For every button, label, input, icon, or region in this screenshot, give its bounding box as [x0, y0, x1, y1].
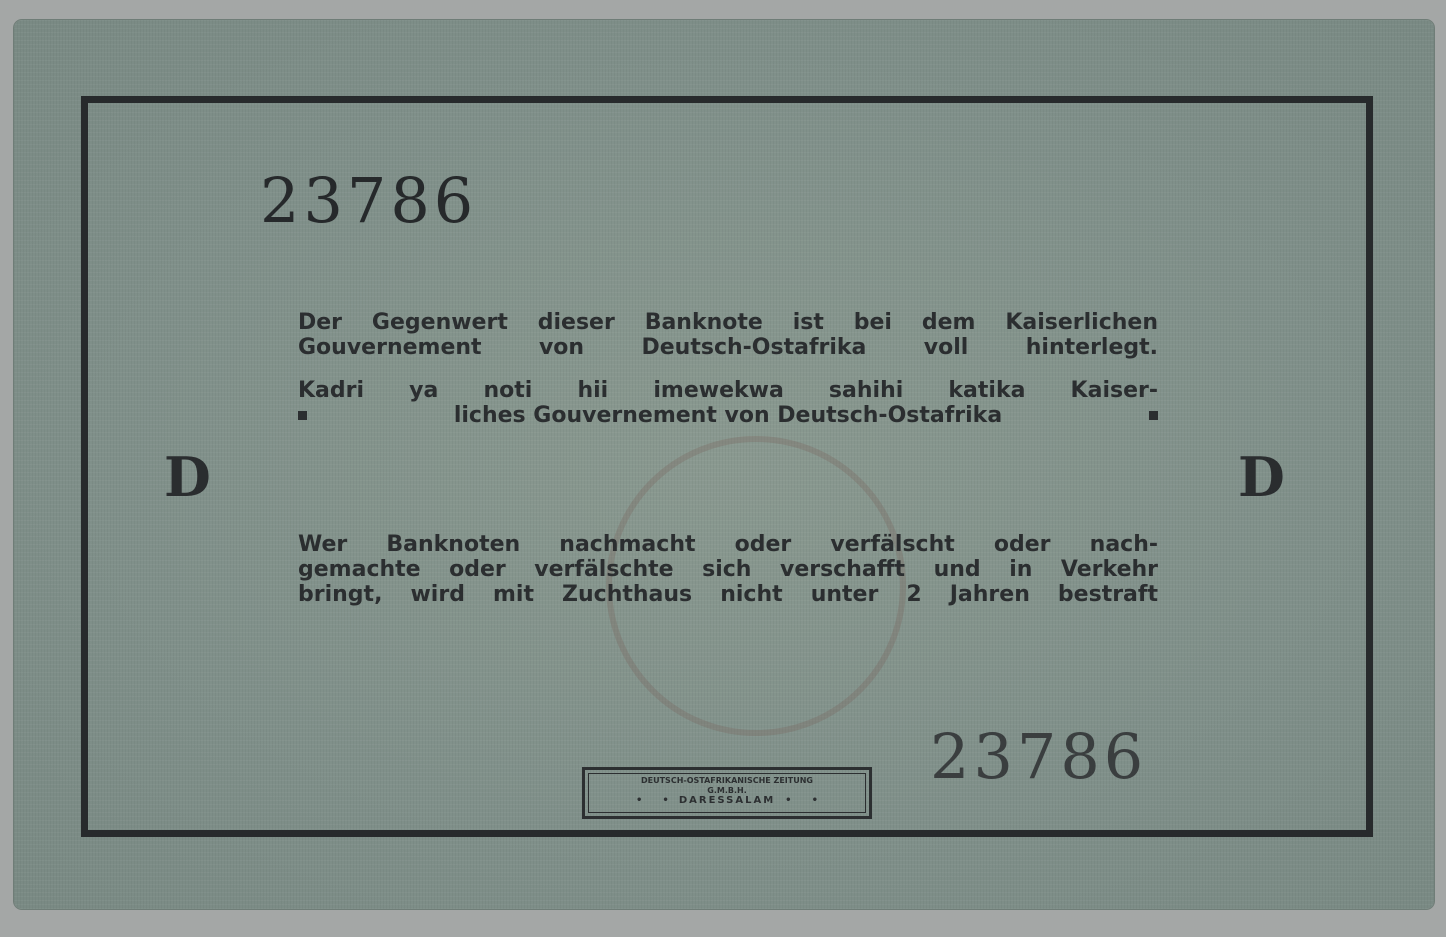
square-bullet-icon — [1149, 411, 1158, 420]
dot-ornament-icon: • — [662, 795, 669, 806]
swahili-statement-line-row — [298, 403, 1158, 428]
printer-company-form: G.M.B.H. — [707, 786, 747, 795]
serial-number-bottom: 23786 — [930, 720, 1148, 793]
swahili-statement-line: liches Gouvernement von Deutsch-Ostafrika — [453, 403, 1003, 428]
square-bullet-icon — [298, 411, 307, 420]
printer-imprint-inner — [588, 773, 866, 813]
german-statement-line: Der Gegenwert dieser Banknote ist bei dem Kaiserlichen — [298, 310, 1158, 335]
series-letter-left: D — [164, 445, 211, 509]
dot-ornament-icon: • — [811, 795, 818, 806]
dot-ornament-icon: • — [785, 795, 792, 806]
warning-line: gemachte oder verfälschte sich verschafft und in Verkehr — [298, 557, 1158, 582]
dot-ornament-icon: • — [636, 795, 643, 806]
swahili-statement — [298, 378, 1158, 428]
swahili-statement-line: Kadri ya noti hii imewekwa sahihi katika Kaiser- — [298, 378, 1158, 403]
german-statement — [298, 310, 1158, 360]
warning-line: Wer Banknoten nachmacht oder verfälscht oder nach- — [298, 532, 1158, 557]
printer-imprint — [582, 767, 872, 819]
warning-line: bringt, wird mit Zuchthaus nicht unter 2 Jahren bestraft — [298, 582, 1158, 607]
banknote — [14, 20, 1434, 909]
german-statement-line: Gouvernement von Deutsch-Ostafrika voll hinterlegt. — [298, 335, 1158, 360]
series-letter-right: D — [1238, 445, 1285, 509]
printer-name: DEUTSCH-OSTAFRIKANISCHE ZEITUNG — [641, 776, 813, 785]
printer-city-row — [589, 796, 865, 806]
serial-number-top: 23786 — [260, 164, 478, 237]
printer-city: DARESSALAM — [678, 795, 776, 806]
counterfeit-warning — [298, 532, 1158, 607]
